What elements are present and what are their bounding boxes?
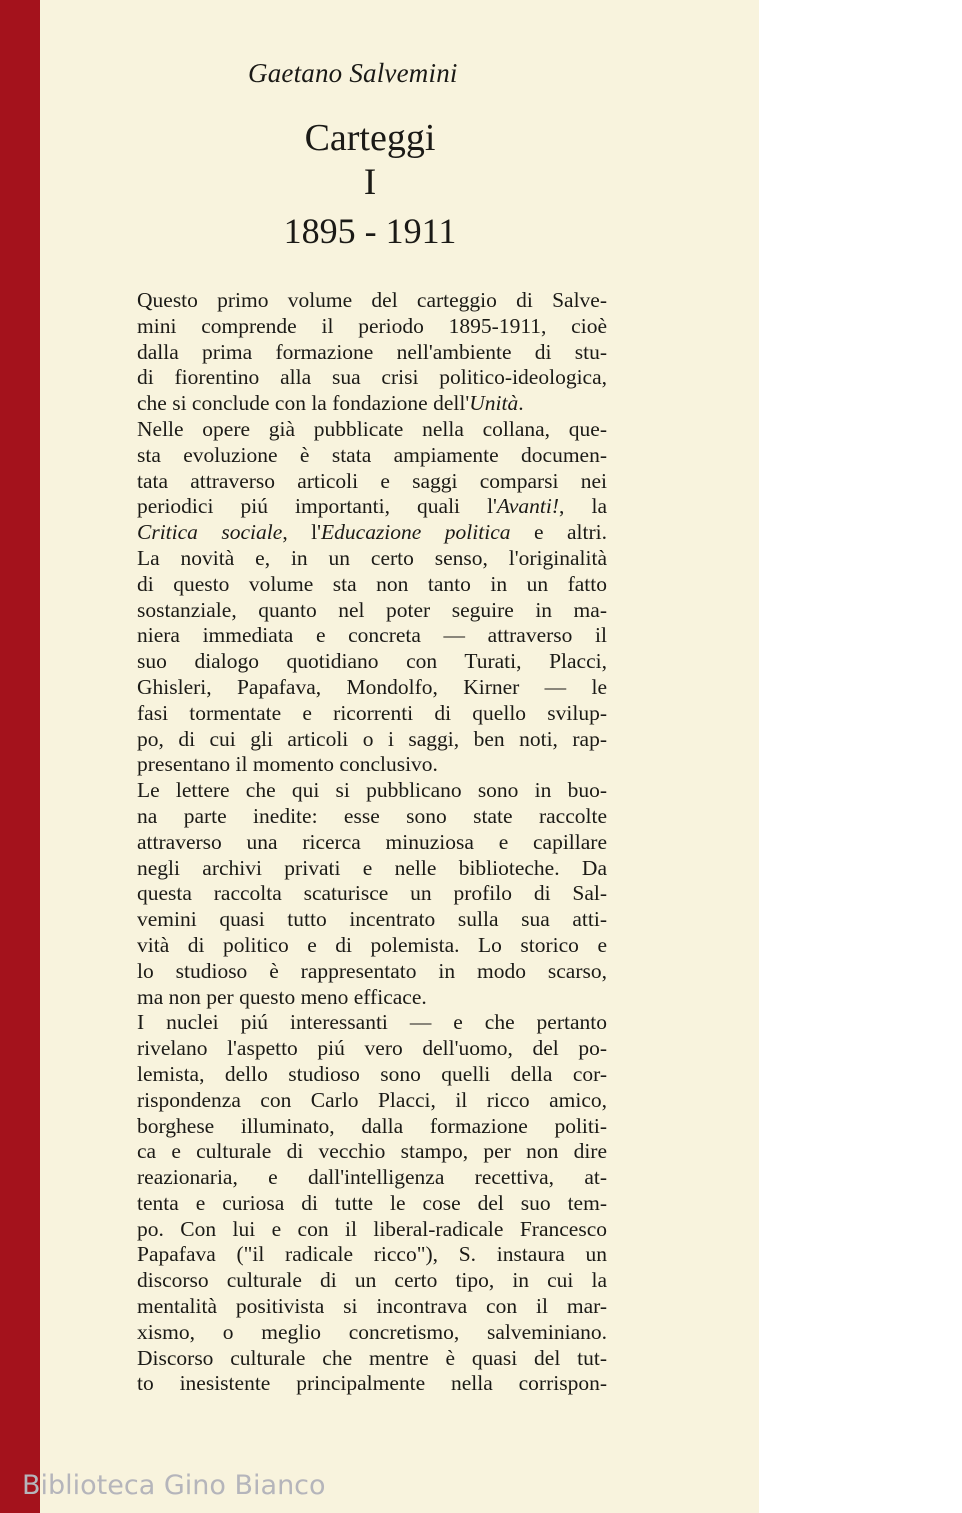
author-name: Gaetano Salvemini xyxy=(248,58,458,88)
text-run: , la xyxy=(559,494,607,519)
text-run: attraverso una ricerca minuziosa e capillare xyxy=(137,829,607,854)
text-run: rivelano l'aspetto piú vero dell'uomo, del po- xyxy=(137,1036,607,1061)
italic-title: Critica sociale xyxy=(137,520,283,545)
text-line xyxy=(137,804,607,830)
text-run: , l' xyxy=(282,520,322,545)
text-run: periodici piú importanti, quali l' xyxy=(137,494,497,519)
library-watermark: Biblioteca Gino Bianco xyxy=(22,1470,326,1501)
italic-title: Educazione politica xyxy=(321,520,511,545)
text-line xyxy=(137,959,607,985)
text-line xyxy=(137,701,607,727)
text-run: La novità e, in un certo senso, l'originalità xyxy=(137,545,607,570)
text-run: Ghisleri, Papafava, Mondolfo, Kirner — le xyxy=(137,674,607,699)
text-run: lemista, dello studioso sono quelli della cor- xyxy=(137,1061,607,1086)
text-run: ma non per questo meno efficace. xyxy=(137,984,427,1009)
text-line xyxy=(137,907,607,933)
text-line xyxy=(137,1036,607,1062)
italic-title: Unità xyxy=(469,391,519,416)
text-run: po. Con lui e con il liberal-radicale Francesco xyxy=(137,1216,607,1241)
text-line xyxy=(137,598,607,624)
blurb-text xyxy=(137,288,607,1397)
text-line xyxy=(137,1114,607,1140)
text-line xyxy=(137,365,607,391)
text-line xyxy=(137,1371,607,1397)
text-run: reazionaria, e dall'intelligenza recettiva, at- xyxy=(137,1165,607,1190)
text-run: discorso culturale di un certo tipo, in cui la xyxy=(137,1268,607,1293)
spine-red-band xyxy=(0,0,40,1513)
text-line xyxy=(137,443,607,469)
text-line xyxy=(137,1062,607,1088)
text-run: Le lettere che qui si pubblicano sono in buo- xyxy=(137,778,607,803)
text-line xyxy=(137,1268,607,1294)
text-line xyxy=(137,856,607,882)
text-run: lo studioso è rappresentato in modo scarso, xyxy=(137,958,607,983)
text-run: questa raccolta scaturisce un profilo di Sal- xyxy=(137,881,607,906)
text-line xyxy=(137,288,607,314)
text-run: Questo primo volume del carteggio di Salve- xyxy=(137,288,607,312)
text-run: che si conclude con la fondazione dell' xyxy=(137,391,470,416)
text-run: Papafava ("il radicale ricco"), S. instaura un xyxy=(137,1242,607,1267)
text-run: to inesistente principalmente nella corrispon- xyxy=(137,1371,607,1396)
text-line xyxy=(137,985,607,1011)
text-run: tata attraverso articoli e saggi comparsi nei xyxy=(137,468,607,493)
text-line xyxy=(137,830,607,856)
text-line xyxy=(137,1294,607,1320)
text-line xyxy=(137,1139,607,1165)
text-line xyxy=(137,1010,607,1036)
text-run: e altri. xyxy=(510,520,607,545)
text-run: . xyxy=(518,391,524,416)
text-run: Nelle opere già pubblicate nella collana, que- xyxy=(137,416,607,441)
text-line xyxy=(137,314,607,340)
text-line xyxy=(137,1165,607,1191)
text-run: presentano il momento conclusivo. xyxy=(137,752,438,777)
text-line xyxy=(137,881,607,907)
text-run: di fiorentino alla sua crisi politico-ideologica, xyxy=(137,365,607,390)
text-run: suo dialogo quotidiano con Turati, Placci, xyxy=(137,649,607,674)
text-line xyxy=(137,1346,607,1372)
text-line xyxy=(137,727,607,753)
text-run: di questo volume sta non tanto in un fatto xyxy=(137,571,607,596)
text-run: vità di politico e di polemista. Lo storico e xyxy=(137,932,607,957)
text-line xyxy=(137,623,607,649)
text-line xyxy=(137,546,607,572)
text-run: mini comprende il periodo 1895-1911, cioè xyxy=(137,313,607,338)
text-line xyxy=(137,752,607,778)
text-line xyxy=(137,1242,607,1268)
text-line xyxy=(137,391,607,417)
text-line xyxy=(137,494,607,520)
text-line xyxy=(137,1088,607,1114)
text-run: sta evoluzione è stata ampiamente documen- xyxy=(137,442,607,467)
text-run: rispondenza con Carlo Placci, il ricco amico, xyxy=(137,1087,607,1112)
text-run: vemini quasi tutto incentrato sulla sua atti- xyxy=(137,907,607,932)
text-run: xismo, o meglio concretismo, salveminiano. xyxy=(137,1319,607,1344)
text-run: fasi tormentate e ricorrenti di quello svilup- xyxy=(137,700,607,725)
text-run: I nuclei piú interessanti — e che pertanto xyxy=(137,1010,607,1035)
text-run: sostanziale, quanto nel poter seguire in ma- xyxy=(137,597,607,622)
text-line xyxy=(137,572,607,598)
text-line xyxy=(137,340,607,366)
text-line xyxy=(137,675,607,701)
text-run: dalla prima formazione nell'ambiente di stu- xyxy=(137,339,607,364)
italic-title: Avanti! xyxy=(496,494,560,519)
volume-number: I xyxy=(363,162,377,203)
text-line xyxy=(137,649,607,675)
text-line xyxy=(137,1217,607,1243)
text-line xyxy=(137,417,607,443)
text-run: borghese illuminato, dalla formazione politi- xyxy=(137,1113,607,1138)
book-title: Carteggi xyxy=(304,117,436,159)
text-line xyxy=(137,933,607,959)
text-line xyxy=(137,469,607,495)
year-range: 1895 - 1911 xyxy=(283,211,457,251)
text-line xyxy=(137,520,607,546)
text-run: po, di cui gli articoli o i saggi, ben noti, rap- xyxy=(137,726,607,751)
text-line xyxy=(137,778,607,804)
text-run: tenta e curiosa di tutte le cose del suo tem- xyxy=(137,1190,607,1215)
text-line xyxy=(137,1191,607,1217)
text-run: negli archivi privati e nelle biblioteche. Da xyxy=(137,855,607,880)
text-run: ca e culturale di vecchio stampo, per non dire xyxy=(137,1139,607,1164)
text-run: Discorso culturale che mentre è quasi del tut- xyxy=(137,1345,607,1370)
text-line xyxy=(137,1320,607,1346)
text-run: niera immediata e concreta — attraverso il xyxy=(137,623,607,648)
text-run: mentalità positivista si incontrava con il mar- xyxy=(137,1294,607,1319)
text-run: na parte inedite: esse sono state raccolte xyxy=(137,803,607,828)
